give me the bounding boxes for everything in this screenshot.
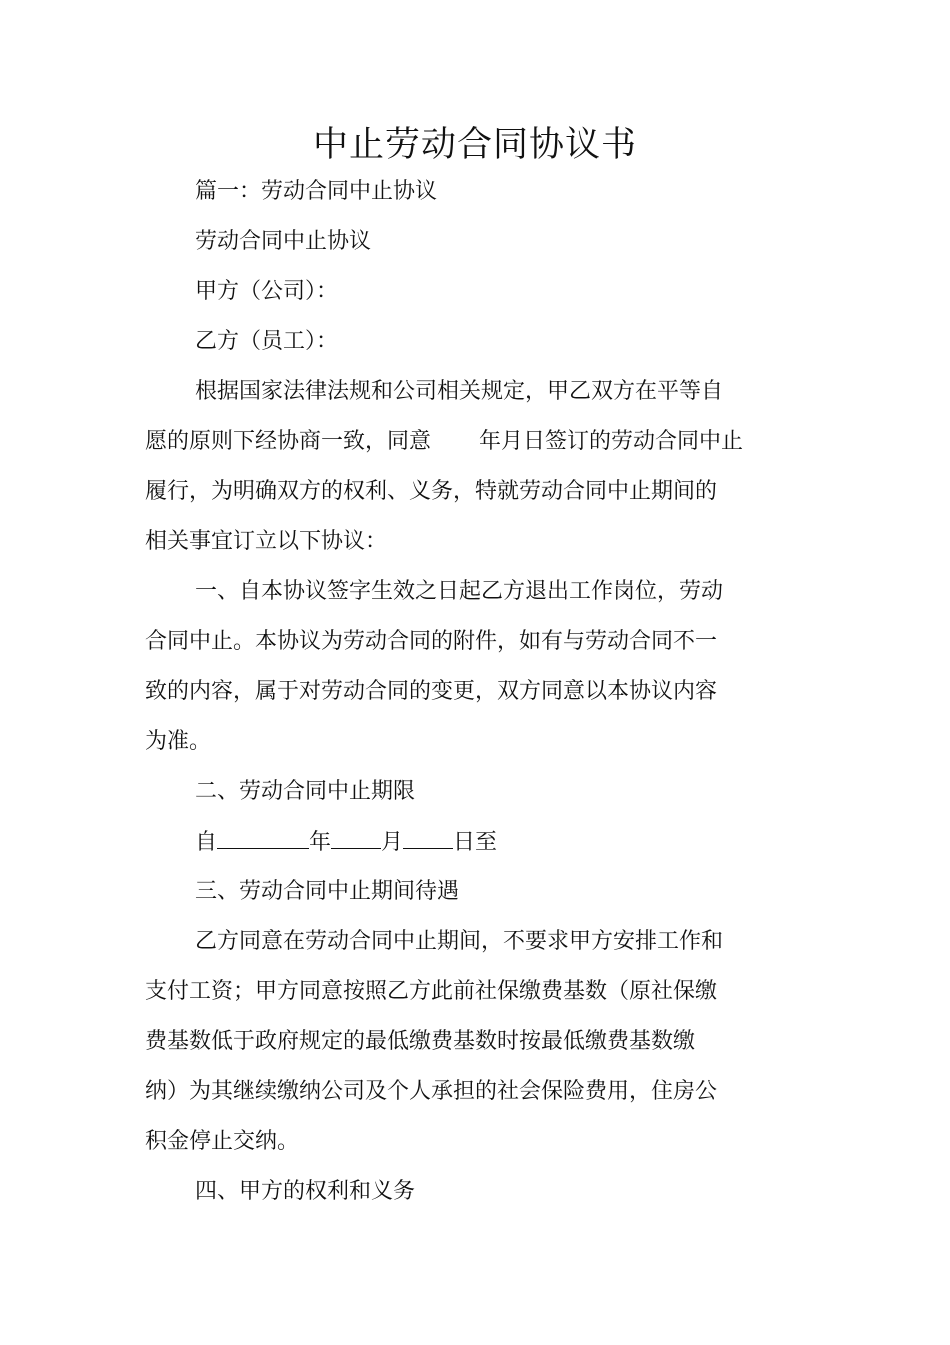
paragraph-line: 支付工资；甲方同意按照乙方此前社保缴费基数（原社保缴 xyxy=(145,979,718,1004)
paragraph-text: 年月日签订的劳动合同中止 xyxy=(479,429,744,454)
section-heading: 三、劳动合同中止期间待遇 xyxy=(195,879,460,904)
paragraph-line: 乙方同意在劳动合同中止期间，不要求甲方安排工作和 xyxy=(195,929,724,954)
paragraph-line xyxy=(145,426,785,458)
paragraph-line: 费基数低于政府规定的最低缴费基数时按最低缴费基数缴 xyxy=(145,1029,696,1054)
section-heading: 四、甲方的权利和义务 xyxy=(195,1179,416,1204)
paragraph-line: 履行，为明确双方的权利、义务，特就劳动合同中止期间的 xyxy=(145,479,718,504)
section-heading: 篇一：劳动合同中止协议 xyxy=(195,179,438,204)
paragraph-line: 一、自本协议签字生效之日起乙方退出工作岗位，劳动 xyxy=(195,579,724,604)
party-b-line: 乙方（员工）： xyxy=(195,329,339,354)
section-heading: 二、劳动合同中止期限 xyxy=(195,779,416,804)
paragraph-line: 为准。 xyxy=(145,729,212,754)
paragraph-line: 致的内容，属于对劳动合同的变更，双方同意以本协议内容 xyxy=(145,679,718,704)
year-blank[interactable] xyxy=(217,826,309,849)
paragraph-line: 根据国家法律法规和公司相关规定，甲乙双方在平等自 xyxy=(195,379,724,404)
paragraph-line: 相关事宜订立以下协议： xyxy=(145,529,388,554)
party-a-line: 甲方（公司）： xyxy=(195,279,339,304)
period-line xyxy=(195,826,835,859)
paragraph-line: 纳）为其继续缴纳公司及个人承担的社会保险费用，住房公 xyxy=(145,1079,718,1104)
document-title: 中止劳动合同协议书 xyxy=(312,125,637,165)
period-month: 月 xyxy=(381,830,404,855)
period-from: 自 xyxy=(195,830,218,855)
paragraph-text: 愿的原则下经协商一致，同意 xyxy=(145,429,432,454)
month-blank[interactable] xyxy=(331,826,381,849)
period-day: 日至 xyxy=(453,830,498,855)
subtitle: 劳动合同中止协议 xyxy=(195,229,372,254)
paragraph-line: 积金停止交纳。 xyxy=(145,1129,300,1154)
paragraph-line: 合同中止。本协议为劳动合同的附件，如有与劳动合同不一 xyxy=(145,629,718,654)
day-blank[interactable] xyxy=(403,826,453,849)
period-year: 年 xyxy=(309,830,332,855)
